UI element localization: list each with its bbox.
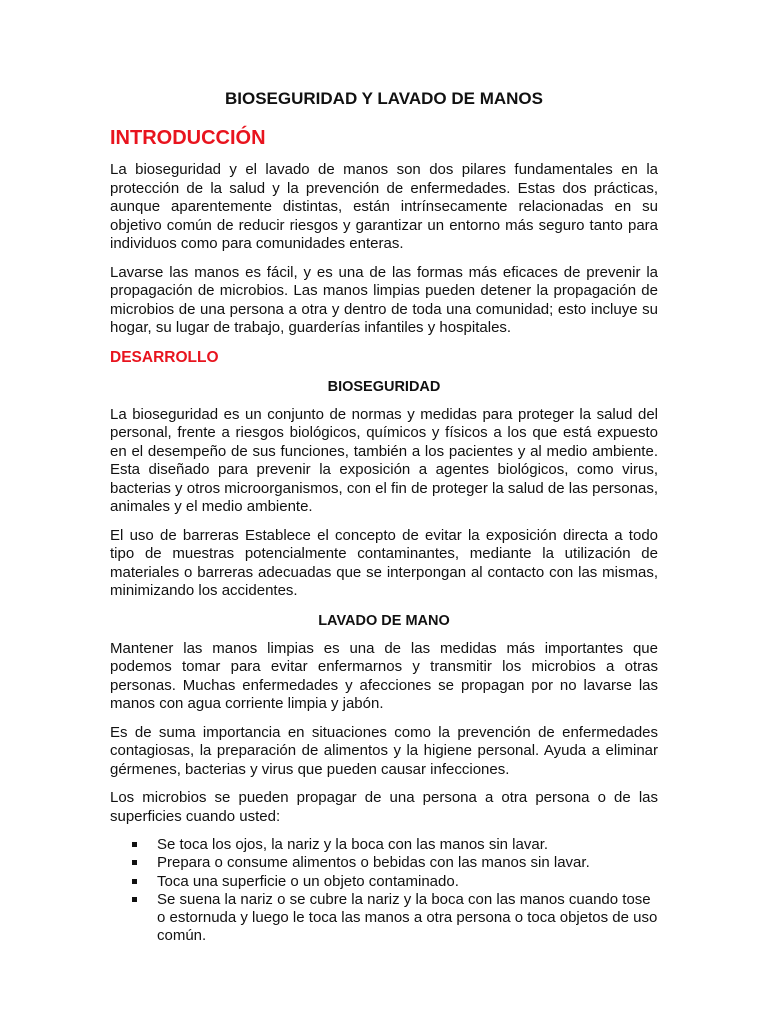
desarrollo-heading: DESARROLLO [110,348,219,366]
bioseguridad-paragraph-2: El uso de barreras Establece el concepto de evitar la exposición directa a todo tipo de muestras potencialmente contaminantes, mediante la utilización de materiales o barreras adecuadas que se interpongan al contacto con las mismas, minimizando los accidentes. [110,526,658,599]
list-item [110,836,658,854]
square-bullet-icon [132,897,137,902]
intro-paragraph-2: Lavarse las manos es fácil, y es una de las formas más eficaces de prevenir la propagación de microbios. Las manos limpias pueden detener la propagación de microbios de una persona a otra y dentro de toda una comunidad; esto incluye su hogar, su lugar de trabajo, guarderías infantiles y hospitales. [110,263,658,336]
square-bullet-icon [132,860,137,865]
list-item [110,891,658,946]
intro-heading: INTRODUCCIÓN [110,127,266,149]
bullet-list [110,836,658,946]
intro-paragraph-1: La bioseguridad y el lavado de manos son dos pilares fundamentales en la protección de la salud y la prevención de enfermedades. Estas dos prácticas, aunque aparentemente distintas, están intrínsecamente relacionadas en su objetivo común de reducir riesgos y garantizar un entorno más seguro tanto para individuos como para comunidades enteras. [110,161,658,252]
document-title: BIOSEGURIDAD Y LAVADO DE MANOS [225,89,543,108]
list-item-text: Se suena la nariz o se cubre la nariz y la boca con las manos cuando tose o estornuda y luego le toca las manos a otra persona o toca objetos de uso común. [157,890,658,945]
lavado-paragraph-2: Es de suma importancia en situaciones como la prevención de enfermedades contagiosas, la preparación de alimentos y la higiene personal. Ayuda a eliminar gérmenes, bacterias y virus que pueden causar infecciones. [110,723,658,778]
lavado-paragraph-3: Los microbios se pueden propagar de una persona a otra persona o de las superficies cuando usted: [110,789,658,825]
square-bullet-icon [132,879,137,884]
list-item-text: Prepara o consume alimentos o bebidas con las manos sin lavar. [157,854,590,872]
list-item-text: Toca una superficie o un objeto contaminado. [157,872,459,890]
document-content [110,86,658,946]
lavado-paragraph-1: Mantener las manos limpias es una de las medidas más importantes que podemos tomar para evitar enfermarnos y transmitir los microbios a otras personas. Muchas enfermedades y afecciones se propagan por no lavarse las manos con agua corriente limpia y jabón. [110,639,658,712]
list-item [110,854,658,872]
square-bullet-icon [132,842,137,847]
list-item [110,873,658,891]
list-item-text: Se toca los ojos, la nariz y la boca con las manos sin lavar. [157,836,549,853]
bioseguridad-heading: BIOSEGURIDAD [327,378,441,395]
lavado-heading: LAVADO DE MANO [318,612,450,629]
bioseguridad-paragraph-1: La bioseguridad es un conjunto de normas y medidas para proteger la salud del personal, frente a riesgos biológicos, químicos y físicos a los que está expuesto en el desempeño de sus funciones, también a los pacientes y al medio ambiente. Esta diseñado para prevenir la exposición a agentes biológicos, como virus, bacterias y otros microorganismos, con el fin de proteger la salud de las personas, animales y el medio ambiente. [110,405,658,515]
